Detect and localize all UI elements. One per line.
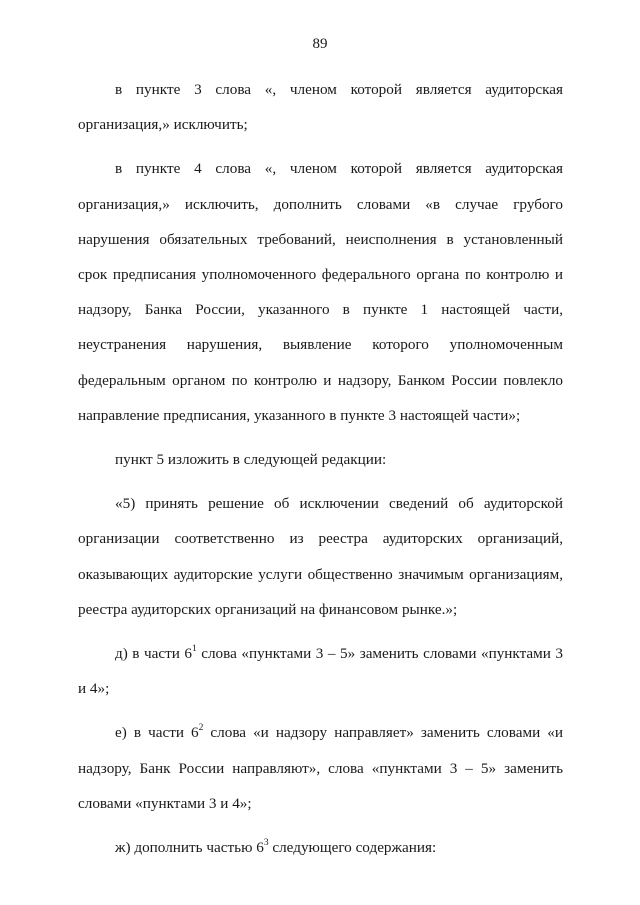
- paragraph-5-lead: д) в части 6: [115, 645, 192, 663]
- paragraph-6: [78, 715, 563, 821]
- paragraph-6-superscript: 2: [198, 723, 204, 734]
- paragraph-1: в пункте 3 слова «, членом которой является аудиторская организация,» исключить;: [78, 81, 563, 134]
- paragraph-6-lead: е) в части 6: [115, 724, 199, 742]
- document-body: [78, 72, 563, 865]
- paragraph-6-rest: слова «и надзору направляет» заменить словами «и надзору, Банк России направляют», слова «пунктами 3 – 5» заменить словами «пунктами 3 и 4»;: [78, 724, 563, 812]
- paragraph-4: «5) принять решение об исключении сведений об аудиторской организации соответственно из реестра аудиторских организаций, оказывающих аудиторские услуги общественно значимым организациям, реестра аудиторских организаций на финансовом рынке.»;: [78, 495, 563, 618]
- paragraph-7-rest: следующего содержания:: [268, 839, 437, 857]
- paragraph-5: [78, 636, 563, 706]
- paragraph-7-superscript: 3: [263, 838, 269, 848]
- paragraph-7-lead: ж) дополнить частью 6: [115, 839, 264, 857]
- page-number: 89: [312, 36, 328, 52]
- paragraph-5-rest: слова «пунктами 3 – 5» заменить словами «пунктами 3 и 4»;: [78, 645, 564, 698]
- paragraph-2: в пункте 4 слова «, членом которой является аудиторская организация,» исключить, дополнить словами «в случае грубого нарушения обязательных требований, неисполнения в установленный срок предписания уполномоченного федерального органа по контролю и надзору, Банка России, указанного в пункте 1 настоящей части, неустранения нарушения, выявление которого уполномоченным федеральным органом по контролю и надзору, Банком России повлекло направление предписания, указанного в пункте 3 настоящей части»;: [78, 160, 563, 424]
- paragraph-5-superscript: 1: [191, 643, 197, 654]
- paragraph-7: [78, 830, 563, 865]
- paragraph-3: пункт 5 изложить в следующей редакции:: [115, 451, 387, 469]
